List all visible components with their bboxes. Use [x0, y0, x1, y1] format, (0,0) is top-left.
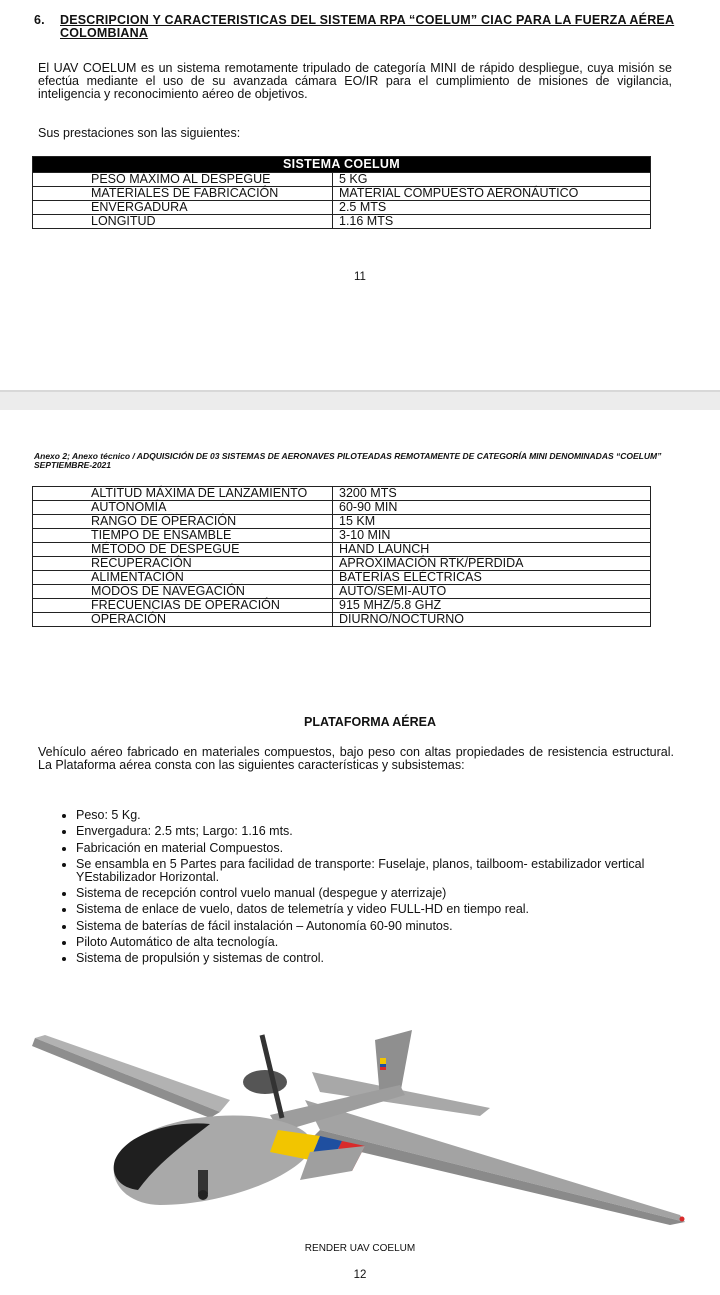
row-value: HAND LAUNCH — [333, 543, 651, 557]
list-item: • Envergadura: 2.5 mts; Largo: 1.16 mts. — [76, 825, 686, 838]
table-row — [33, 501, 651, 515]
list-item: • Sistema de enlace de vuelo, datos de telemetría y video FULL-HD en tiempo real. — [76, 903, 686, 916]
list-item: • Fabricación en material Compuestos. — [76, 842, 686, 855]
table-row — [33, 515, 651, 529]
row-value: DIURNO/NOCTURNO — [333, 613, 651, 627]
row-label: ALIMENTACIÓN — [33, 571, 333, 585]
section-number: 6. — [34, 13, 45, 27]
page-number-12: 12 — [353, 1269, 367, 1281]
table-row — [33, 543, 651, 557]
annex-header: Anexo 2; Anexo técnico / ADQUISICIÓN DE 03 SISTEMAS DE AERONAVES PILOTEADAS REMOTAMENTE DE CATEGORÍA MINI DENOMINADAS “COELUM” SEPTIEMBRE-2021 — [34, 451, 662, 470]
table-row — [33, 187, 651, 201]
uav-render-image — [20, 1020, 700, 1235]
list-item: • Sistema de recepción control vuelo manual (despegue y aterrizaje) — [76, 887, 686, 900]
row-value: AUTO/SEMI-AUTO — [333, 585, 651, 599]
row-label: FRECUENCIAS DE OPERACIÓN — [33, 599, 333, 613]
right-wing — [305, 1100, 685, 1222]
motor-pod — [243, 1070, 287, 1094]
row-label: PESO MÁXIMO AL DESPEGUE — [33, 173, 333, 187]
prestaciones-label: Sus prestaciones son las siguientes: — [38, 126, 241, 140]
table-header: SISTEMA COELUM — [33, 157, 651, 173]
table-row — [33, 613, 651, 627]
platform-description: Vehículo aéreo fabricado en materiales compuestos, bajo peso con altas propiedades de resistencia estructural. La Plataforma aérea consta con las siguientes características y subsistemas: — [38, 745, 674, 772]
row-value: 5 KG — [333, 173, 651, 187]
page-number-11: 11 — [354, 271, 366, 283]
page-break-line — [0, 390, 720, 392]
row-label: AUTONOMÍA — [33, 501, 333, 515]
table-row — [33, 599, 651, 613]
page-break — [0, 390, 720, 410]
table-row — [33, 487, 651, 501]
list-item: • Se ensambla en 5 Partes para facilidad de transporte: Fuselaje, planos, tailboom- estabilizador vertical YEstabilizador Horizontal. — [76, 858, 686, 884]
table-row — [33, 215, 651, 229]
row-label: MÉTODO DE DESPEGUE — [33, 543, 333, 557]
intro-paragraph: El UAV COELUM es un sistema remotamente tripulado de categoría MINI de rápido despliegue, cuya misión se efectúa mediante el uso de su avanzada cámara EO/IR para el cumplimiento de misiones de vigilancia, inteligencia y reconocimiento aéreo de objetivos. — [38, 61, 672, 101]
row-value: APROXIMACIÓN RTK/PERDIDA — [333, 557, 651, 571]
row-value: 1.16 MTS — [333, 215, 651, 229]
row-value: 915 MHZ/5.8 GHZ — [333, 599, 651, 613]
row-label: TIEMPO DE ENSAMBLE — [33, 529, 333, 543]
image-caption: RENDER UAV COELUM — [304, 1243, 416, 1254]
row-label: OPERACIÓN — [33, 613, 333, 627]
row-label: ENVERGADURA — [33, 201, 333, 215]
row-value: 15 KM — [333, 515, 651, 529]
table-row — [33, 585, 651, 599]
features-list — [58, 809, 686, 969]
list-item: • Piloto Automático de alta tecnología. — [76, 936, 686, 949]
table-row — [33, 173, 651, 187]
platform-title: PLATAFORMA AÉREA — [304, 715, 436, 729]
left-wing — [35, 1035, 230, 1112]
coelum-spec-table-1 — [32, 156, 651, 229]
row-label: RANGO DE OPERACIÓN — [33, 515, 333, 529]
row-label: MODOS DE NAVEGACIÓN — [33, 585, 333, 599]
row-value: MATERIAL COMPUESTO AERONÁUTICO — [333, 187, 651, 201]
table-row — [33, 557, 651, 571]
list-item: • Sistema de baterías de fácil instalación – Autonomía 60-90 minutos. — [76, 920, 686, 933]
row-value: 60-90 MIN — [333, 501, 651, 515]
list-item: • Sistema de propulsión y sistemas de control. — [76, 952, 686, 965]
list-item: • Peso: 5 Kg. — [76, 809, 686, 822]
section-title: DESCRIPCION Y CARACTERISTICAS DEL SISTEMA RPA “COELUM” CIAC PARA LA FUERZA AÉREA COLOMBIANA — [60, 13, 675, 40]
row-label: LONGITUD — [33, 215, 333, 229]
row-label: MATERIALES DE FABRICACIÓN — [33, 187, 333, 201]
flag-mark — [380, 1058, 386, 1064]
table-row — [33, 201, 651, 215]
row-value: 3-10 MIN — [333, 529, 651, 543]
table-row — [33, 529, 651, 543]
table-row — [33, 571, 651, 585]
row-label: ALTITUD MÁXIMA DE LANZAMIENTO — [33, 487, 333, 501]
row-value: 2.5 MTS — [333, 201, 651, 215]
row-value: BATERÍAS ELÉCTRICAS — [333, 571, 651, 585]
row-value: 3200 MTS — [333, 487, 651, 501]
row-label: RECUPERACIÓN — [33, 557, 333, 571]
coelum-spec-table-2 — [32, 486, 651, 627]
